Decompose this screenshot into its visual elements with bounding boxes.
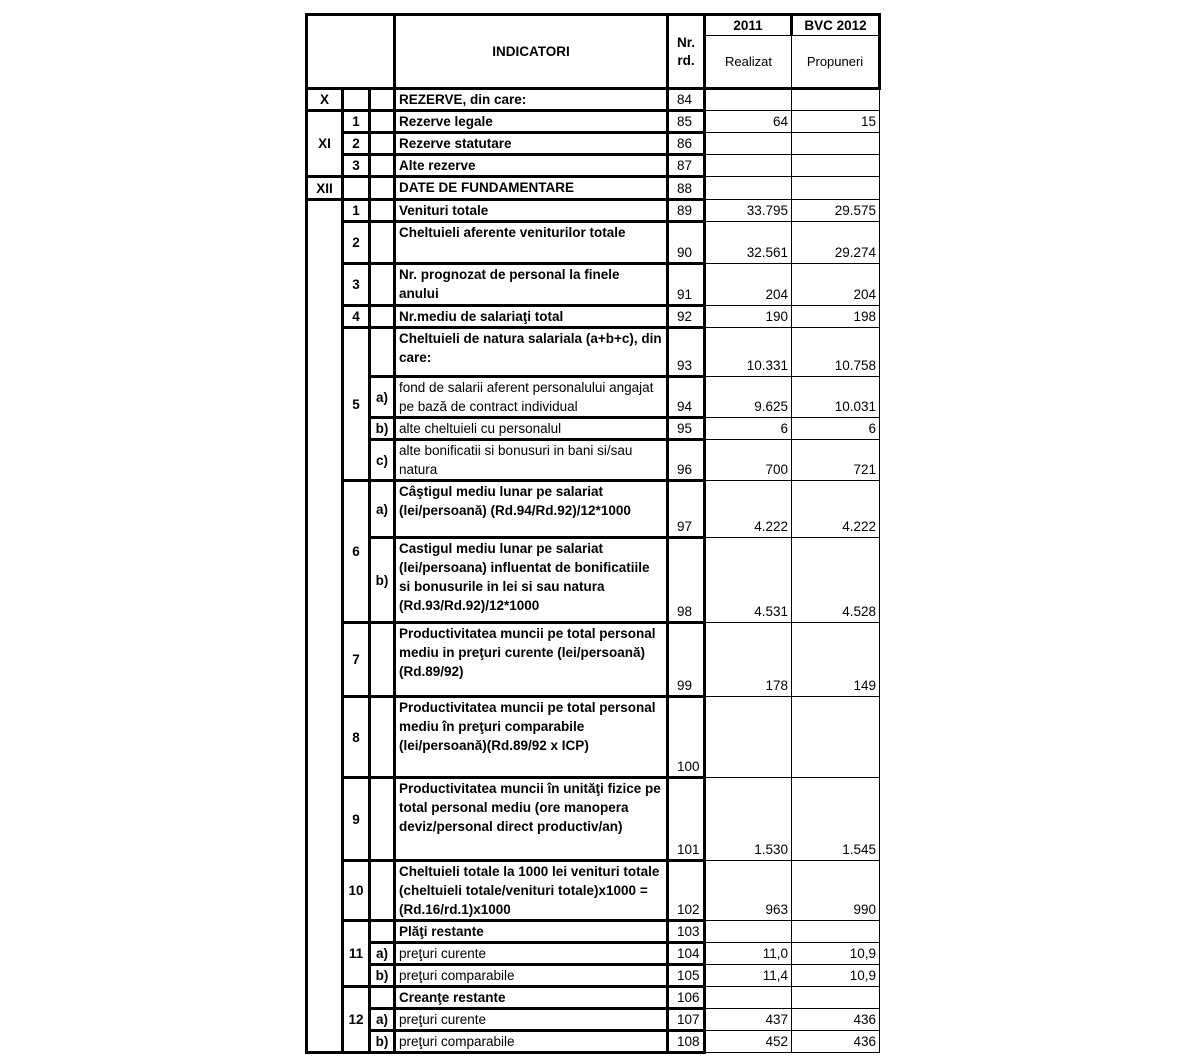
item-number-cell: 2 — [343, 222, 370, 264]
propuneri-2012-value: 10,9 — [792, 965, 880, 987]
propuneri-2012-value: 10.758 — [792, 328, 880, 377]
propuneri-2012-value: 204 — [792, 264, 880, 306]
propuneri-2012-value — [792, 697, 880, 778]
header-indicatori: INDICATORI — [395, 15, 668, 89]
realizat-2011-value: 190 — [705, 306, 792, 328]
propuneri-2012-value: 990 — [792, 861, 880, 921]
sub-letter-cell — [370, 133, 395, 155]
indicator-label: Rezerve legale — [395, 111, 668, 133]
row-number-cell: 105 — [668, 965, 705, 987]
table-row — [307, 440, 880, 481]
realizat-2011-value: 452 — [705, 1031, 792, 1053]
item-number-cell — [343, 177, 370, 200]
realizat-2011-value — [705, 155, 792, 177]
row-number-cell: 84 — [668, 89, 705, 111]
propuneri-2012-value: 4.222 — [792, 481, 880, 538]
propuneri-2012-value: 15 — [792, 111, 880, 133]
propuneri-2012-value — [792, 177, 880, 200]
propuneri-2012-value — [792, 133, 880, 155]
sub-letter-cell — [370, 111, 395, 133]
sub-letter-cell — [370, 264, 395, 306]
item-number-cell: 6 — [343, 481, 370, 623]
sub-letter-cell: b) — [370, 418, 395, 440]
table-row — [307, 697, 880, 778]
table-row — [307, 943, 880, 965]
realizat-2011-value: 11,4 — [705, 965, 792, 987]
realizat-2011-value: 64 — [705, 111, 792, 133]
indicators-table-sheet — [305, 13, 881, 1054]
row-number-cell: 87 — [668, 155, 705, 177]
table-row — [307, 623, 880, 697]
sub-letter-cell: b) — [370, 538, 395, 623]
indicator-label: Nr.mediu de salariaţi total — [395, 306, 668, 328]
row-number-cell: 103 — [668, 921, 705, 943]
indicator-label: fond de salarii aferent personalului angajat pe bază de contract individual — [395, 377, 668, 418]
item-number-cell: 7 — [343, 623, 370, 697]
header-nr-rd: Nr. rd. — [668, 15, 705, 89]
section-roman-cell: X — [307, 89, 343, 111]
item-number-cell — [343, 89, 370, 111]
realizat-2011-value — [705, 133, 792, 155]
sub-letter-cell: a) — [370, 377, 395, 418]
propuneri-2012-value: 4.528 — [792, 538, 880, 623]
indicator-label: Câştigul mediu lunar pe salariat (lei/persoană) (Rd.94/Rd.92)/12*1000 — [395, 481, 668, 538]
sub-letter-cell: a) — [370, 481, 395, 538]
indicator-label: preţuri curente — [395, 943, 668, 965]
header-year-2011: 2011 — [705, 15, 792, 36]
item-number-cell: 10 — [343, 861, 370, 921]
sub-letter-cell: c) — [370, 440, 395, 481]
row-number-cell: 106 — [668, 987, 705, 1009]
propuneri-2012-value: 29.575 — [792, 200, 880, 222]
table-row — [307, 155, 880, 177]
row-number-cell: 101 — [668, 778, 705, 861]
sub-letter-cell — [370, 89, 395, 111]
sub-letter-cell: b) — [370, 965, 395, 987]
propuneri-2012-value: 149 — [792, 623, 880, 697]
indicator-label: Plăţi restante — [395, 921, 668, 943]
sub-letter-cell — [370, 921, 395, 943]
propuneri-2012-value: 10,9 — [792, 943, 880, 965]
realizat-2011-value — [705, 987, 792, 1009]
realizat-2011-value: 9.625 — [705, 377, 792, 418]
realizat-2011-value: 10.331 — [705, 328, 792, 377]
header-realizat: Realizat — [705, 36, 792, 89]
indicator-label: Creanţe restante — [395, 987, 668, 1009]
propuneri-2012-value — [792, 89, 880, 111]
table-row — [307, 133, 880, 155]
item-number-cell: 3 — [343, 155, 370, 177]
row-number-cell: 97 — [668, 481, 705, 538]
indicator-label: Venituri totale — [395, 200, 668, 222]
sub-letter-cell — [370, 697, 395, 778]
realizat-2011-value: 11,0 — [705, 943, 792, 965]
indicator-label: preţuri curente — [395, 1009, 668, 1031]
sub-letter-cell: a) — [370, 943, 395, 965]
realizat-2011-value: 700 — [705, 440, 792, 481]
row-number-cell: 94 — [668, 377, 705, 418]
indicator-label: alte bonificatii si bonusuri in bani si/sau natura — [395, 440, 668, 481]
table-row — [307, 222, 880, 264]
realizat-2011-value: 33.795 — [705, 200, 792, 222]
realizat-2011-value: 4.222 — [705, 481, 792, 538]
propuneri-2012-value: 436 — [792, 1009, 880, 1031]
item-number-cell: 3 — [343, 264, 370, 306]
realizat-2011-value — [705, 177, 792, 200]
realizat-2011-value: 178 — [705, 623, 792, 697]
indicator-label: DATE DE FUNDAMENTARE — [395, 177, 668, 200]
table-row — [307, 861, 880, 921]
table-row — [307, 778, 880, 861]
row-number-cell: 96 — [668, 440, 705, 481]
header-year-bvc-2012: BVC 2012 — [792, 15, 880, 36]
realizat-2011-value — [705, 697, 792, 778]
propuneri-2012-value — [792, 987, 880, 1009]
item-number-cell: 4 — [343, 306, 370, 328]
indicator-label: Productivitatea muncii pe total personal mediu în preţuri comparabile (lei/persoană)(Rd.89/92 x ICP) — [395, 697, 668, 778]
indicator-label: alte cheltuieli cu personalul — [395, 418, 668, 440]
item-number-cell: 1 — [343, 200, 370, 222]
row-number-cell: 86 — [668, 133, 705, 155]
row-number-cell: 91 — [668, 264, 705, 306]
table-row — [307, 89, 880, 111]
sub-letter-cell — [370, 222, 395, 264]
item-number-cell: 8 — [343, 697, 370, 778]
sub-letter-cell — [370, 861, 395, 921]
sub-letter-cell — [370, 177, 395, 200]
row-number-cell: 100 — [668, 697, 705, 778]
table-row — [307, 111, 880, 133]
indicator-label: Castigul mediu lunar pe salariat (lei/persoana) influentat de bonificatiile si bonusurile in lei si sau natura (Rd.93/Rd.92)/12*1000 — [395, 538, 668, 623]
table-row — [307, 418, 880, 440]
propuneri-2012-value: 1.545 — [792, 778, 880, 861]
row-number-cell: 95 — [668, 418, 705, 440]
header-propuneri: Propuneri — [792, 36, 880, 89]
propuneri-2012-value: 721 — [792, 440, 880, 481]
indicator-label: Rezerve statutare — [395, 133, 668, 155]
realizat-2011-value: 204 — [705, 264, 792, 306]
indicator-label: Cheltuieli de natura salariala (a+b+c), din care: — [395, 328, 668, 377]
table-row — [307, 921, 880, 943]
sub-letter-cell — [370, 623, 395, 697]
row-number-cell: 92 — [668, 306, 705, 328]
row-number-cell: 89 — [668, 200, 705, 222]
sub-letter-cell — [370, 328, 395, 377]
propuneri-2012-value: 29.274 — [792, 222, 880, 264]
indicator-label: Cheltuieli totale la 1000 lei venituri totale (cheltuieli totale/venituri totale)x1000 =(Rd.16/rd.1)x1000 — [395, 861, 668, 921]
propuneri-2012-value: 10.031 — [792, 377, 880, 418]
row-number-cell: 108 — [668, 1031, 705, 1053]
indicator-label: Nr. prognozat de personal la finele anului — [395, 264, 668, 306]
indicator-label: Productivitatea muncii în unităţi fizice pe total personal mediu (ore manopera deviz/personal direct productiv/an) — [395, 778, 668, 861]
indicator-label: preţuri comparabile — [395, 965, 668, 987]
section-roman-cell: XI — [307, 111, 343, 177]
table-row — [307, 264, 880, 306]
table-row — [307, 481, 880, 538]
row-number-cell: 93 — [668, 328, 705, 377]
row-number-cell: 104 — [668, 943, 705, 965]
sub-letter-cell — [370, 987, 395, 1009]
table-row — [307, 987, 880, 1009]
realizat-2011-value: 963 — [705, 861, 792, 921]
realizat-2011-value — [705, 921, 792, 943]
item-number-cell: 2 — [343, 133, 370, 155]
header-blank-cell — [307, 15, 395, 89]
item-number-cell: 5 — [343, 328, 370, 481]
row-number-cell: 88 — [668, 177, 705, 200]
row-number-cell: 90 — [668, 222, 705, 264]
item-number-cell: 11 — [343, 921, 370, 987]
table-row — [307, 377, 880, 418]
indicators-table — [305, 13, 881, 1054]
item-number-cell: 1 — [343, 111, 370, 133]
propuneri-2012-value: 436 — [792, 1031, 880, 1053]
sub-letter-cell: b) — [370, 1031, 395, 1053]
indicator-label: preţuri comparabile — [395, 1031, 668, 1053]
row-number-cell: 102 — [668, 861, 705, 921]
propuneri-2012-value — [792, 921, 880, 943]
propuneri-2012-value: 6 — [792, 418, 880, 440]
realizat-2011-value — [705, 89, 792, 111]
table-row — [307, 200, 880, 222]
item-number-cell: 9 — [343, 778, 370, 861]
indicator-label: Productivitatea muncii pe total personal mediu in preţuri curente (lei/persoană)(Rd.89/92) — [395, 623, 668, 697]
item-number-cell: 12 — [343, 987, 370, 1053]
indicator-label: REZERVE, din care: — [395, 89, 668, 111]
sub-letter-cell: a) — [370, 1009, 395, 1031]
sub-letter-cell — [370, 200, 395, 222]
realizat-2011-value: 437 — [705, 1009, 792, 1031]
realizat-2011-value: 1.530 — [705, 778, 792, 861]
row-number-cell: 99 — [668, 623, 705, 697]
table-row — [307, 177, 880, 200]
row-number-cell: 98 — [668, 538, 705, 623]
indicator-label: Cheltuieli aferente veniturilor totale — [395, 222, 668, 264]
propuneri-2012-value: 198 — [792, 306, 880, 328]
sub-letter-cell — [370, 778, 395, 861]
section-roman-cell: XII — [307, 177, 343, 200]
table-row — [307, 538, 880, 623]
row-number-cell: 107 — [668, 1009, 705, 1031]
indicator-label: Alte rezerve — [395, 155, 668, 177]
realizat-2011-value: 6 — [705, 418, 792, 440]
realizat-2011-value: 32.561 — [705, 222, 792, 264]
sub-letter-cell — [370, 155, 395, 177]
propuneri-2012-value — [792, 155, 880, 177]
table-row — [307, 306, 880, 328]
table-row — [307, 328, 880, 377]
table-row — [307, 965, 880, 987]
table-row — [307, 1009, 880, 1031]
table-row — [307, 1031, 880, 1053]
sub-letter-cell — [370, 306, 395, 328]
row-number-cell: 85 — [668, 111, 705, 133]
section-roman-cell — [307, 200, 343, 1053]
realizat-2011-value: 4.531 — [705, 538, 792, 623]
